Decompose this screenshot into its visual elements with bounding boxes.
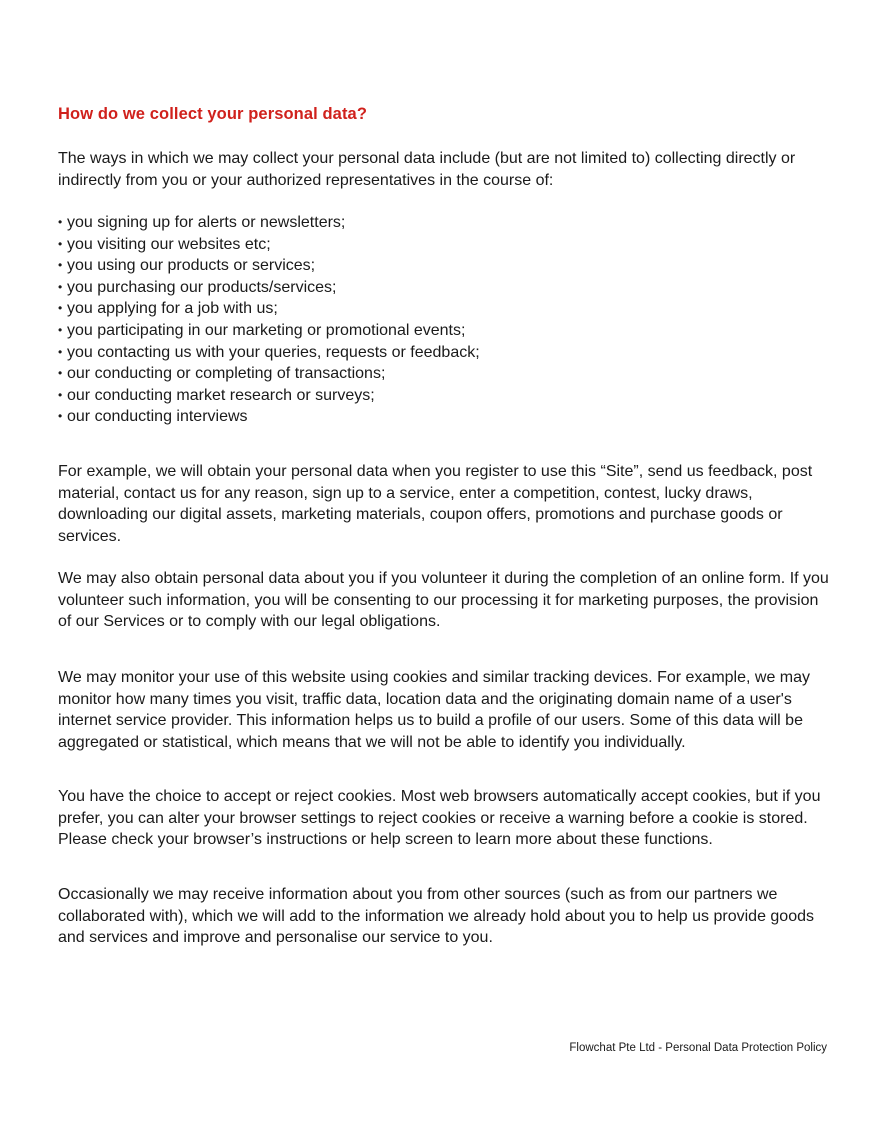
bullet-icon: • — [58, 215, 63, 229]
list-item-text: you purchasing our products/services; — [67, 278, 337, 296]
bullet-icon: • — [58, 236, 63, 251]
other-sources-paragraph: Occasionally we may receive information about you from other sources (such as from our partners we collaborated with), which we will add to the information we already hold about you to help us provide goods and services and improve and personalise our service to you. — [58, 886, 814, 947]
bullet-icon: • — [58, 409, 63, 424]
bullet-icon: • — [58, 279, 63, 294]
example-paragraph: For example, we will obtain your personal data when you register to use this “Site”, send us feedback, post material, contact us for any reason, sign up to a service, enter a competition, contest, lucky draws, downloading our digital assets, marketing materials, coupon offers, promotions and purchase goods or services. — [58, 463, 813, 545]
list-item-text: you visiting our websites etc; — [67, 235, 271, 253]
bullet-icon: • — [58, 387, 63, 402]
list-item-text: you applying for a job with us; — [67, 300, 278, 318]
page-footer: Flowchat Pte Ltd - Personal Data Protection Policy — [569, 1042, 827, 1054]
list-item — [58, 320, 818, 342]
bullet-icon: • — [58, 344, 63, 359]
cookies-monitoring-paragraph: We may monitor your use of this website using cookies and similar tracking devices. For example, we may monitor how many times you visit, traffic data, location data and the originating domain name of a user's internet service provider. This information helps us to build a profile of our users. Some of this data will be aggregated or statistical, which means that we will not be able to identify you individually. — [58, 669, 811, 751]
bullet-icon: • — [58, 366, 63, 381]
list-item — [58, 298, 818, 320]
intro-paragraph: The ways in which we may collect your personal data include (but are not limited to) collecting directly or indirectly from you or your authorized representatives in the course of: — [58, 150, 796, 189]
list-item-text: you participating in our marketing or promotional events; — [67, 321, 466, 339]
list-item-text: you signing up for alerts or newsletters; — [67, 214, 346, 231]
list-item — [58, 363, 818, 385]
list-item-text: our conducting market research or surveys; — [67, 386, 375, 404]
list-item-text: our conducting interviews — [67, 408, 248, 426]
bullet-icon: • — [58, 301, 63, 316]
collection-methods-list — [58, 212, 818, 428]
online-form-paragraph: We may also obtain personal data about you if you volunteer it during the completion of an online form. If you volunteer such information, you will be consenting to our processing it for marketing purposes, the provision of our Services or to comply with our legal obligations. — [58, 570, 829, 631]
list-item-text: you contacting us with your queries, requests or feedback; — [67, 343, 480, 361]
list-item — [58, 277, 818, 299]
list-item — [58, 406, 818, 428]
section-heading: How do we collect your personal data? — [58, 105, 368, 123]
list-item-text: our conducting or completing of transactions; — [67, 365, 386, 383]
list-item — [58, 255, 818, 277]
cookie-choice-paragraph: You have the choice to accept or reject cookies. Most web browsers automatically accept cookies, but if you prefer, you can alter your browser settings to reject cookies or receive a warning before a cookie is stored. Please check your browser’s instructions or help screen to learn more about these functions. — [58, 788, 821, 849]
list-item — [58, 385, 818, 407]
list-item — [58, 342, 818, 364]
list-item — [58, 212, 818, 234]
bullet-icon: • — [58, 322, 63, 337]
list-item-text: you using our products or services; — [67, 257, 316, 275]
list-item — [58, 234, 818, 256]
bullet-icon: • — [58, 258, 63, 273]
